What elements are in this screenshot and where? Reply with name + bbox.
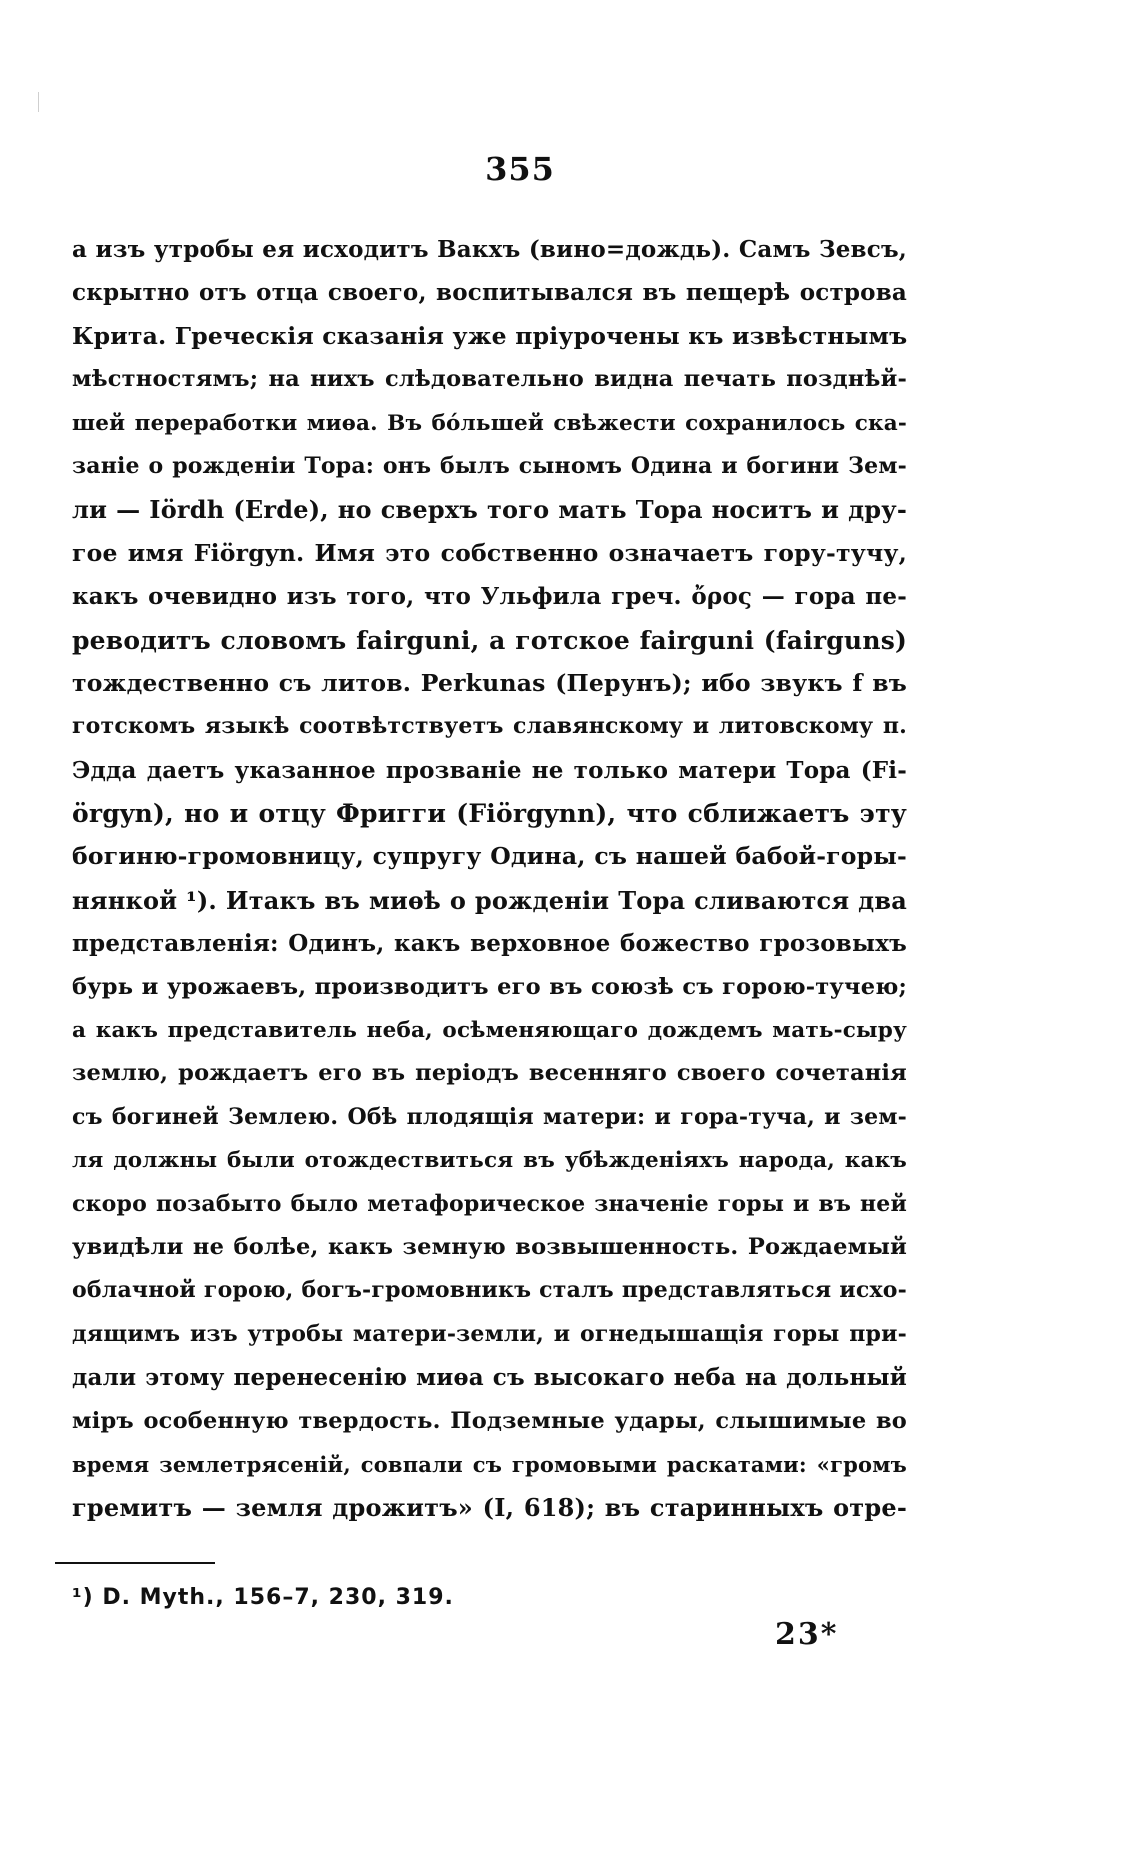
text-line: готскомъ языкѣ соотвѣтствуетъ славянскому и литовскому п. [72, 713, 907, 740]
body-text [72, 228, 907, 1530]
text-line: Эдда даетъ указанное прозваніе не только матери Тора (Fi- [72, 756, 907, 784]
text-line: а изъ утробы ея исходитъ Вакхъ (вино=дождь). Самъ Зевсъ, [72, 236, 907, 263]
text-line: дали этому перенесенію миѳа съ высокаго неба на дольный [72, 1364, 907, 1392]
text-line: Крита. Греческія сказанія уже пріурочены къ извѣстнымъ [72, 321, 908, 350]
text-line: мѣстностямъ; на нихъ слѣдовательно видна печать позднѣй- [72, 366, 907, 393]
text-line: ли — Iördh (Erde), но сверхъ того мать Тора носитъ и дру- [72, 495, 907, 525]
text-line: время землетрясеній, совпали съ громовыми раскатами: «громъ [72, 1451, 907, 1477]
scan-artifact [38, 92, 39, 112]
text-line: дящимъ изъ утробы матери-земли, и огнедышащія горы при- [72, 1320, 907, 1347]
text-line: землю, рождаетъ его въ періодъ весенняго своего сочетанія [72, 1060, 907, 1087]
page-number: 355 [485, 150, 555, 188]
text-line: скрытно отъ отца своего, воспитывался въ пещерѣ острова [72, 279, 907, 307]
text-line: реводитъ словомъ fairguni, а готское fairguni (fairguns) [72, 625, 907, 655]
text-line: гремитъ — земля дрожитъ» (I, 618); въ старинныхъ отре- [72, 1493, 907, 1523]
text-line: міръ особенную твердость. Подземные удары, слышимые во [72, 1407, 907, 1434]
text-line: örgyn), но и отцу Фригги (Fiörgynn), что сближаетъ эту [72, 799, 907, 829]
text-line: съ богиней Землею. Обѣ плодящія матери: и гора-туча, и зем- [72, 1103, 907, 1130]
text-line: увидѣли не болѣе, какъ земную возвышенность. Рождаемый [72, 1233, 907, 1260]
text-line: какъ очевидно изъ того, что Ульфила греч. ὄρος — гора пе- [72, 583, 907, 611]
text-line: гое имя Fiörgyn. Имя это собственно означаетъ гору-тучу, [72, 538, 907, 567]
text-line: а какъ представитель неба, осѣменяющаго дождемъ мать-сыру [72, 1018, 907, 1044]
text-line: тождественно съ литов. Perkunas (Перунъ); ибо звукъ f въ [72, 668, 907, 697]
text-line: богиню-громовницу, супругу Одина, съ нашей бабой-горы- [72, 842, 907, 871]
text-line: облачной горою, богъ-громовникъ сталъ представляться исхо- [72, 1277, 907, 1304]
text-line: бурь и урожаевъ, производитъ его въ союзѣ съ горою-тучею; [72, 973, 907, 1000]
footnote: ¹) D. Myth., 156–7, 230, 319. [72, 1585, 454, 1610]
footnote-divider [55, 1562, 215, 1564]
signature-mark: 23* [775, 1617, 839, 1652]
text-line: заніе о рожденіи Тора: онъ былъ сыномъ Одина и богини Зем- [72, 452, 907, 479]
text-line: ля должны были отождествиться въ убѣжденіяхъ народа, какъ [72, 1148, 907, 1174]
text-line: представленія: Одинъ, какъ верховное божество грозовыхъ [72, 930, 907, 958]
text-line: скоро позабыто было метафорическое значеніе горы и въ ней [72, 1190, 907, 1217]
text-line: нянкой ¹). Итакъ въ миѳѣ о рожденіи Тора сливаются два [72, 885, 907, 915]
text-line: шей переработки миѳа. Въ бóльшей свѣжести сохранилось ска- [72, 410, 907, 436]
